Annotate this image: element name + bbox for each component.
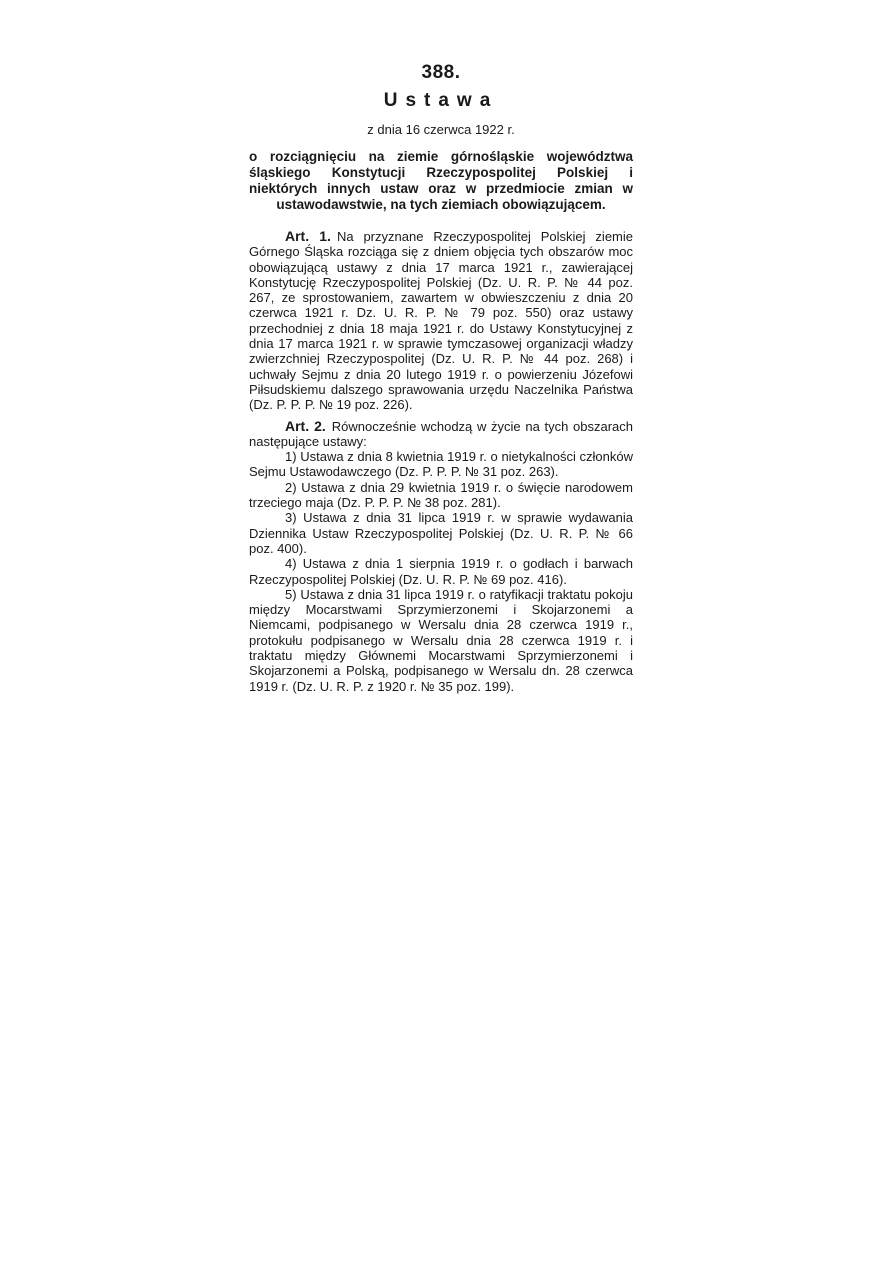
article-2 [249,419,633,450]
text-column [249,62,633,694]
act-subject: o rozciągnięciu na ziemie górnośląskie województwa śląskiego Konstytucji Rzeczypospolitej Polskiej i niektórych innych ustaw oraz w przedmiocie zmian w ustawodawstwie, na tych ziemiach obowiązującem. [249,149,633,212]
article-1-text: Na przyznane Rzeczypospolitej Polskiej ziemie Górnego Śląska rozciąga się z dniem objęcia tych obszarów moc obowiązującą ustawy z dnia 17 marca 1921 r., zawierającej Konstytucję Rzeczypospolitej Polskiej (Dz. U. R. P. № 44 poz. 267, ze sprostowaniem, zawartem w obwieszczeniu z dnia 20 czerwca 1921 r. Dz. U. R. P. № 79 poz. 550) oraz ustawy przechodniej z dnia 18 maja 1921 r. do Ustawy Konstytucyjnej z dnia 17 marca 1921 r. w sprawie tymczasowej organizacji władzy zwierzchniej Rzeczypospolitej (Dz. U. R. P. № 44 poz. 268) i uchwały Sejmu z dnia 20 lutego 1919 r. o powierzeniu Józefowi Piłsudskiemu dalszego sprawowania urzędu Naczelnika Państwa (Dz. P. P. P. № 19 poz. 226). [249,229,633,413]
article-1 [249,229,633,413]
article-2-item: 5) Ustawa z dnia 31 lipca 1919 r. o ratyfikacji traktatu pokoju między Mocarstwami Sprzymierzonemi i Skojarzonemi a Niemcami, podpisanego w Wersalu dnia 28 czerwca 1919 r., protokułu podpisanego w Wersalu dnia 28 czerwca 1919 r. i traktatu między Głównemi Mocarstwami Sprzymierzonemi i Skojarzonemi a Polską, podpisanego w Wersalu dn. 28 czerwca 1919 r. (Dz. U. R. P. z 1920 r. № 35 poz. 199). [249,586,633,694]
article-2-intro: Równocześnie wchodzą w życie na tych obszarach następujące ustawy: [249,418,633,449]
act-date: z dnia 16 czerwca 1922 r. [367,122,515,137]
act-number: 388. [421,62,461,83]
article-2-item: 2) Ustawa z dnia 29 kwietnia 1919 r. o święcie narodowem trzeciego maja (Dz. P. P. P. № 38 poz. 281). [249,479,633,511]
article-2-item: 3) Ustawa z dnia 31 lipca 1919 r. w sprawie wydawania Dziennika Ustaw Rzeczypospolitej Polskiej (Dz. U. R. P. № 66 poz. 400). [249,510,633,556]
article-1-label: Art. 1. [285,228,331,244]
article-2-item: 1) Ustawa z dnia 8 kwietnia 1919 r. o nietykalności członków Sejmu Ustawodawczego (Dz. P. P. P. № 31 poz. 263). [249,449,633,480]
act-title: Ustawa [383,90,499,111]
article-2-label: Art. 2. [285,417,326,434]
article-2-item: 4) Ustawa z dnia 1 sierpnia 1919 r. o godłach i barwach Rzeczypospolitej Polskiej (Dz. U. R. P. № 69 poz. 416). [249,556,633,587]
